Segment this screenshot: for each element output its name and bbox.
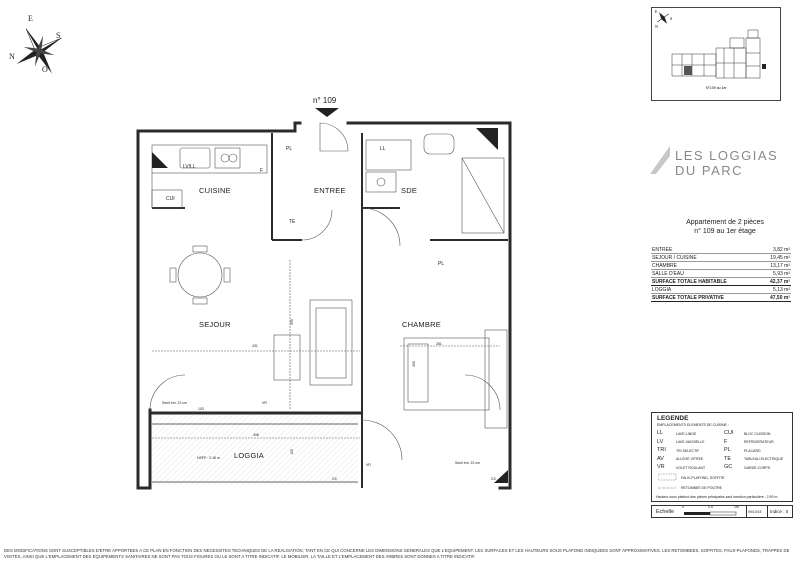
legend-code: VR: [657, 464, 665, 470]
legend-description: ALLEGE VITREE: [676, 457, 704, 461]
dim-sejour-height: 390: [289, 319, 294, 325]
surface-label: SURFACE TOTALE HABITABLE: [652, 279, 727, 285]
dim-chambre-width: 281: [436, 342, 442, 346]
legend-description: LAVE-VAISSELLE: [676, 440, 705, 444]
code-lvll: LV/LL: [183, 164, 196, 170]
room-label-cuisine: CUISINE: [199, 186, 231, 195]
legend-description: TRI SELECTIF: [676, 448, 700, 453]
surface-row: [651, 294, 791, 302]
legend-description: GARDE-CORPS: [744, 465, 771, 470]
room-label-chambre: CHAMBRE: [402, 320, 441, 329]
dim-chambre-height: 405: [411, 361, 416, 367]
apartment-title: [650, 218, 800, 236]
brand-name: [675, 148, 778, 178]
surface-row: [651, 278, 791, 286]
legend-description: REFRIGERATEUR: [744, 440, 774, 444]
surface-row: [651, 254, 791, 262]
legend-footnote: Hauteur sous plafond des pièces principales sauf mention particulière : 2.50 m: [656, 495, 778, 499]
surface-value: 3,82 m²: [773, 247, 790, 253]
svg-text:E: E: [655, 9, 658, 14]
legend-subtitle: EMPLACEMENTS ELEMENTS DE CUISINE :: [657, 423, 729, 427]
key-plan-caption: N°109 au 1er: [706, 86, 727, 90]
legend-description: LAVE-LINGE: [676, 431, 697, 436]
surface-label: SALLE D'EAU: [652, 271, 684, 277]
code-cui: CUI: [166, 196, 175, 202]
legend-code: AV: [657, 455, 664, 462]
scale-tick-1m: 1m: [734, 505, 739, 509]
seuil-sejour: Seuil ém. 22 cm: [162, 401, 188, 405]
legend-description: TABLEAU ELECTRIQUE: [744, 457, 784, 461]
scale-index: Indice : 0: [770, 509, 789, 514]
surface-label: SEJOUR / CUISINE: [652, 255, 697, 261]
code-gc-left: GC: [332, 477, 338, 481]
scale-tick-05: 0.5: [708, 505, 713, 509]
dim-loggia-gap: 103: [198, 407, 204, 411]
dim-loggia-width: 406: [253, 433, 259, 437]
code-vr-sejour: VR: [262, 401, 267, 405]
surface-label: ENTREE: [652, 247, 673, 253]
legend-code: PL: [724, 447, 731, 453]
legend-code: GC: [724, 464, 733, 470]
surface-value: 42,37 m²: [769, 279, 790, 285]
brand-logo-icon: [650, 146, 672, 176]
room-label-sejour: SEJOUR: [199, 320, 231, 329]
svg-text:N: N: [655, 24, 658, 29]
svg-text:S: S: [670, 16, 673, 21]
code-te: TE: [289, 219, 296, 225]
footer-disclaimer: DES MODIFICATIONS SONT SUSCEPTIBLES D'ETRE APPORTEES A CE PLAN EN FONCTION DES NECESSITES TECHNIQUES DE LA REALISATION, TANT EN CE QUI CONCERNE LES DIMENSIONS GENERALES QUE L'EQUIPEMENT. LES SURFACES ET LES HAUTEURS SOUS PLAFOND INDIQUEES SONT APPROXIMATIVES. LES RETOMBEES, SOFFITES, FAUX-PLAFONDS, TRAPPES DE VISITES, AINSI QUE L'EMPLACEMENT DES EQUIPEMENTS SANITAIRES NE SONT PAS TOUS FIGURES OU LE SONT A TITRE INDICATIF. LE MOBILIER, LA TAILLE ET L'EMPLACEMENT DES ARBRES SONT DONNES A TITRE INDICATIF.: [4, 548, 790, 559]
room-label-entree: ENTREE: [314, 186, 346, 195]
surface-row: [651, 270, 791, 278]
legend-box: [651, 412, 793, 502]
compass-letter-e: E: [28, 14, 33, 23]
code-f: F: [260, 168, 264, 174]
legend-code: TRI: [657, 447, 666, 453]
loggia-hsfp: HSFP : 2.18 m: [197, 456, 220, 460]
room-label-sde: SDE: [401, 186, 418, 195]
scale-label: Echelle: [656, 509, 675, 515]
code-ll: LL: [380, 146, 386, 152]
surface-value: 47,50 m²: [769, 295, 790, 301]
surface-label: LOGGIA: [652, 287, 672, 293]
surface-value: 19,45 m²: [770, 255, 790, 261]
dim-loggia-height: 125: [289, 449, 294, 455]
key-plan: [651, 7, 781, 101]
compass-letter-o: O: [42, 65, 48, 74]
surface-table: [651, 246, 791, 302]
compass-rose-icon: [6, 10, 70, 74]
surface-row: [651, 262, 791, 270]
surface-label: CHAMBRE: [652, 263, 678, 269]
surface-value: 13,17 m²: [770, 263, 790, 269]
scale-tick-0: 0: [682, 505, 684, 509]
code-pl-chambre: PL: [438, 261, 445, 267]
legend-code: LV: [657, 438, 664, 445]
dim-sejour-width: 431: [252, 344, 258, 348]
surface-value: 5,13 m²: [773, 287, 790, 293]
legend-code: CUI: [724, 430, 734, 436]
room-label-loggia: LOGGIA: [234, 451, 264, 460]
surface-value: 5,93 m²: [773, 271, 790, 277]
brand-line-2: DU PARC: [675, 163, 744, 178]
retombee-swatch: [658, 485, 678, 491]
scale-date: 09/10/15: [748, 510, 762, 514]
code-vr-chambre: VR: [366, 463, 371, 467]
legend-title: LEGENDE: [657, 415, 689, 422]
code-pl-entree: PL: [286, 146, 293, 152]
unit-number-tag: n° 109: [313, 96, 337, 105]
brand-line-1: LES LOGGIAS: [675, 148, 779, 163]
seuil-chambre: Seuil ém. 22 cm: [455, 461, 481, 465]
compass-letter-n: N: [9, 52, 15, 61]
faux-plafond-swatch: [658, 473, 678, 481]
legend-code: F: [724, 438, 728, 445]
compass-letter-s: S: [56, 31, 61, 40]
code-gc-right: GC: [491, 477, 497, 481]
compass: [6, 10, 70, 74]
apartment-subtitle-line: n° 109 au 1er étage: [694, 228, 756, 235]
legend-code: TE: [724, 455, 732, 462]
surface-row: [651, 286, 791, 294]
legend-description: BLOC CUISSON: [744, 431, 771, 436]
apartment-title-line: Appartement de 2 pièces: [686, 219, 764, 226]
legend-retombee: RETOMBEE DE POUTRE: [681, 486, 722, 490]
legend-description: PLACARD: [744, 448, 761, 453]
legend-faux-plafond: FAUX-PLAFOND, SOFFITE: [681, 476, 725, 480]
surface-row: [651, 246, 791, 254]
scale-bar: [651, 505, 793, 518]
key-plan-drawing: [652, 8, 780, 100]
legend-code: LL: [657, 430, 664, 436]
legend-description: VOLET ROULANT: [676, 465, 706, 470]
surface-label: SURFACE TOTALE PRIVATIVE: [652, 295, 724, 301]
